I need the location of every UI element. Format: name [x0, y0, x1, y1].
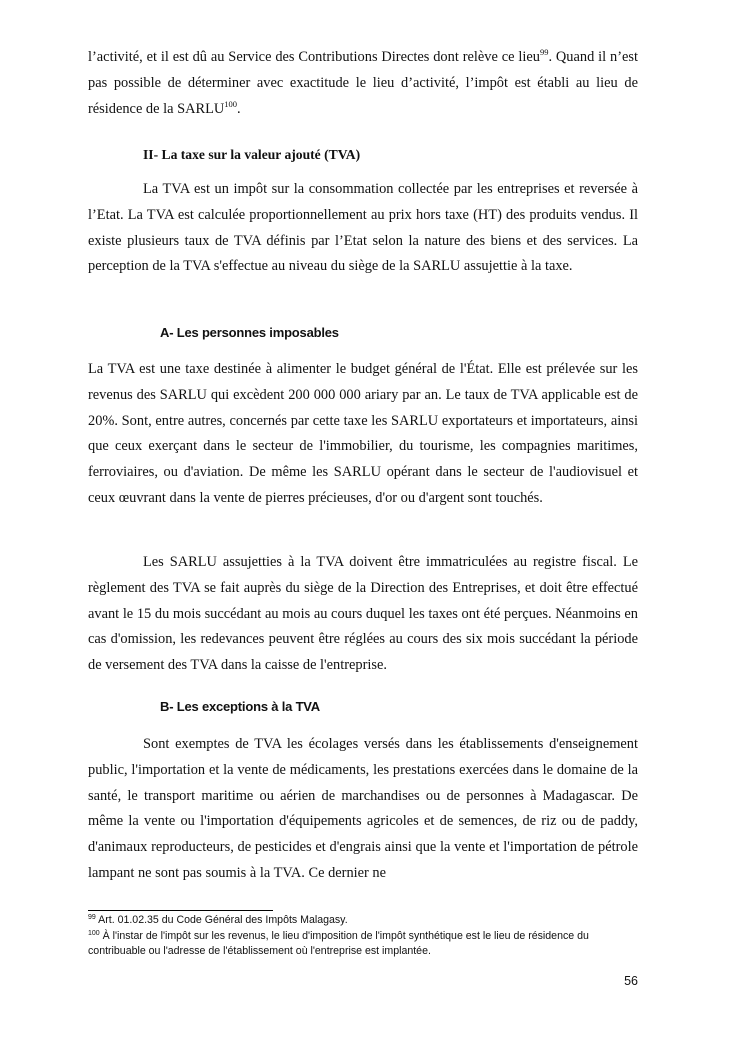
section-heading-tva: II- La taxe sur la valeur ajouté (TVA)	[143, 147, 361, 162]
intro-paragraph: l’activité, et il est dû au Service des Contributions Directes dont relève ce lieu$^{99}$. Quand il n’est pas possible de déterminer avec exactitude le lieu d’activité, l’impôt est établi au lieu de résidence de la SARLU$^{100}$.	[88, 47, 638, 117]
footnote-ref-99[interactable]: 99	[539, 47, 549, 57]
footnote-separator	[88, 910, 273, 911]
personnes-paragraph-1: La TVA est une taxe destinée à alimenter le budget général de l'État. Elle est prélevée sur les revenus des SARLU qui excèdent 200 000 000 ariary par an. Le taux de TVA applicable est de 20%. Sont, entre autres, concernés par cette taxe les SARLU exportateurs et importateurs, ainsi que ceux exerçant dans le secteur de l'immobilier, du tourisme, les compagnies maritimes, ferroviaires, ou d'aviation. De même les SARLU opérant dans le secteur de l'audiovisuel et ceux œuvrant dans la vente de pierres précieuses, d'or ou d'argent sont touchés.	[88, 361, 638, 506]
subheading-personnes-imposables: A- Les personnes imposables	[160, 325, 339, 340]
footnotes	[88, 913, 648, 960]
personnes-paragraph-2: Les SARLU assujetties à la TVA doivent être immatriculées au registre fiscal. Le règlement des TVA se fait auprès du siège de la Direction des Entreprises, et doit être effectué avant le 15 du mois succédant au mois au cours duquel les taxes ont été perçues. Néanmoins en cas d'omission, les redevances peuvent être réglées au cours des six mois succédant la période de versement des TVA dans la caisse de l'entreprise.	[88, 554, 638, 674]
page-number: 56	[624, 974, 638, 988]
footnote-ref-100[interactable]: 100	[224, 98, 238, 109]
tva-paragraph: La TVA est un impôt sur la consommation collectée par les entreprises et reversée à l’Etat. La TVA est calculée proportionnellement au prix hors taxe (HT) des produits vendus. Il existe plusieurs taux de TVA définis par l’Etat selon la nature des biens et des services. La perception de la TVA s'effectue au niveau du siège de la SARLU assujettie à la taxe.	[88, 181, 638, 275]
footnote-100: $^{100}$ À l'instar de l'impôt sur les revenus, le lieu d'imposition de l'impôt synthétique est le lieu de résidence du contribuable ou l'adresse de l'établissement où l'entreprise est implantée.	[88, 929, 589, 957]
footnote-99: $^{99}$ Art. 01.02.35 du Code Général des Impôts Malagasy.	[88, 914, 348, 926]
subheading-exceptions: B- Les exceptions à la TVA	[160, 699, 320, 714]
exceptions-paragraph: Sont exemptes de TVA les écolages versés dans les établissements d'enseignement public, l'importation et la vente de médicaments, les prestations exercées dans le domaine de la santé, le transport maritime ou aérien de marchandises ou de personnes à Madagascar. De même la vente ou l'importation d'équipements agricoles et de semences, de riz ou de paddy, d'animaux reproducteurs, de pesticides et d'engrais ainsi que la vente et l'importation de pétrole lampant ne sont pas soumis à la TVA. Ce dernier ne	[88, 736, 638, 881]
